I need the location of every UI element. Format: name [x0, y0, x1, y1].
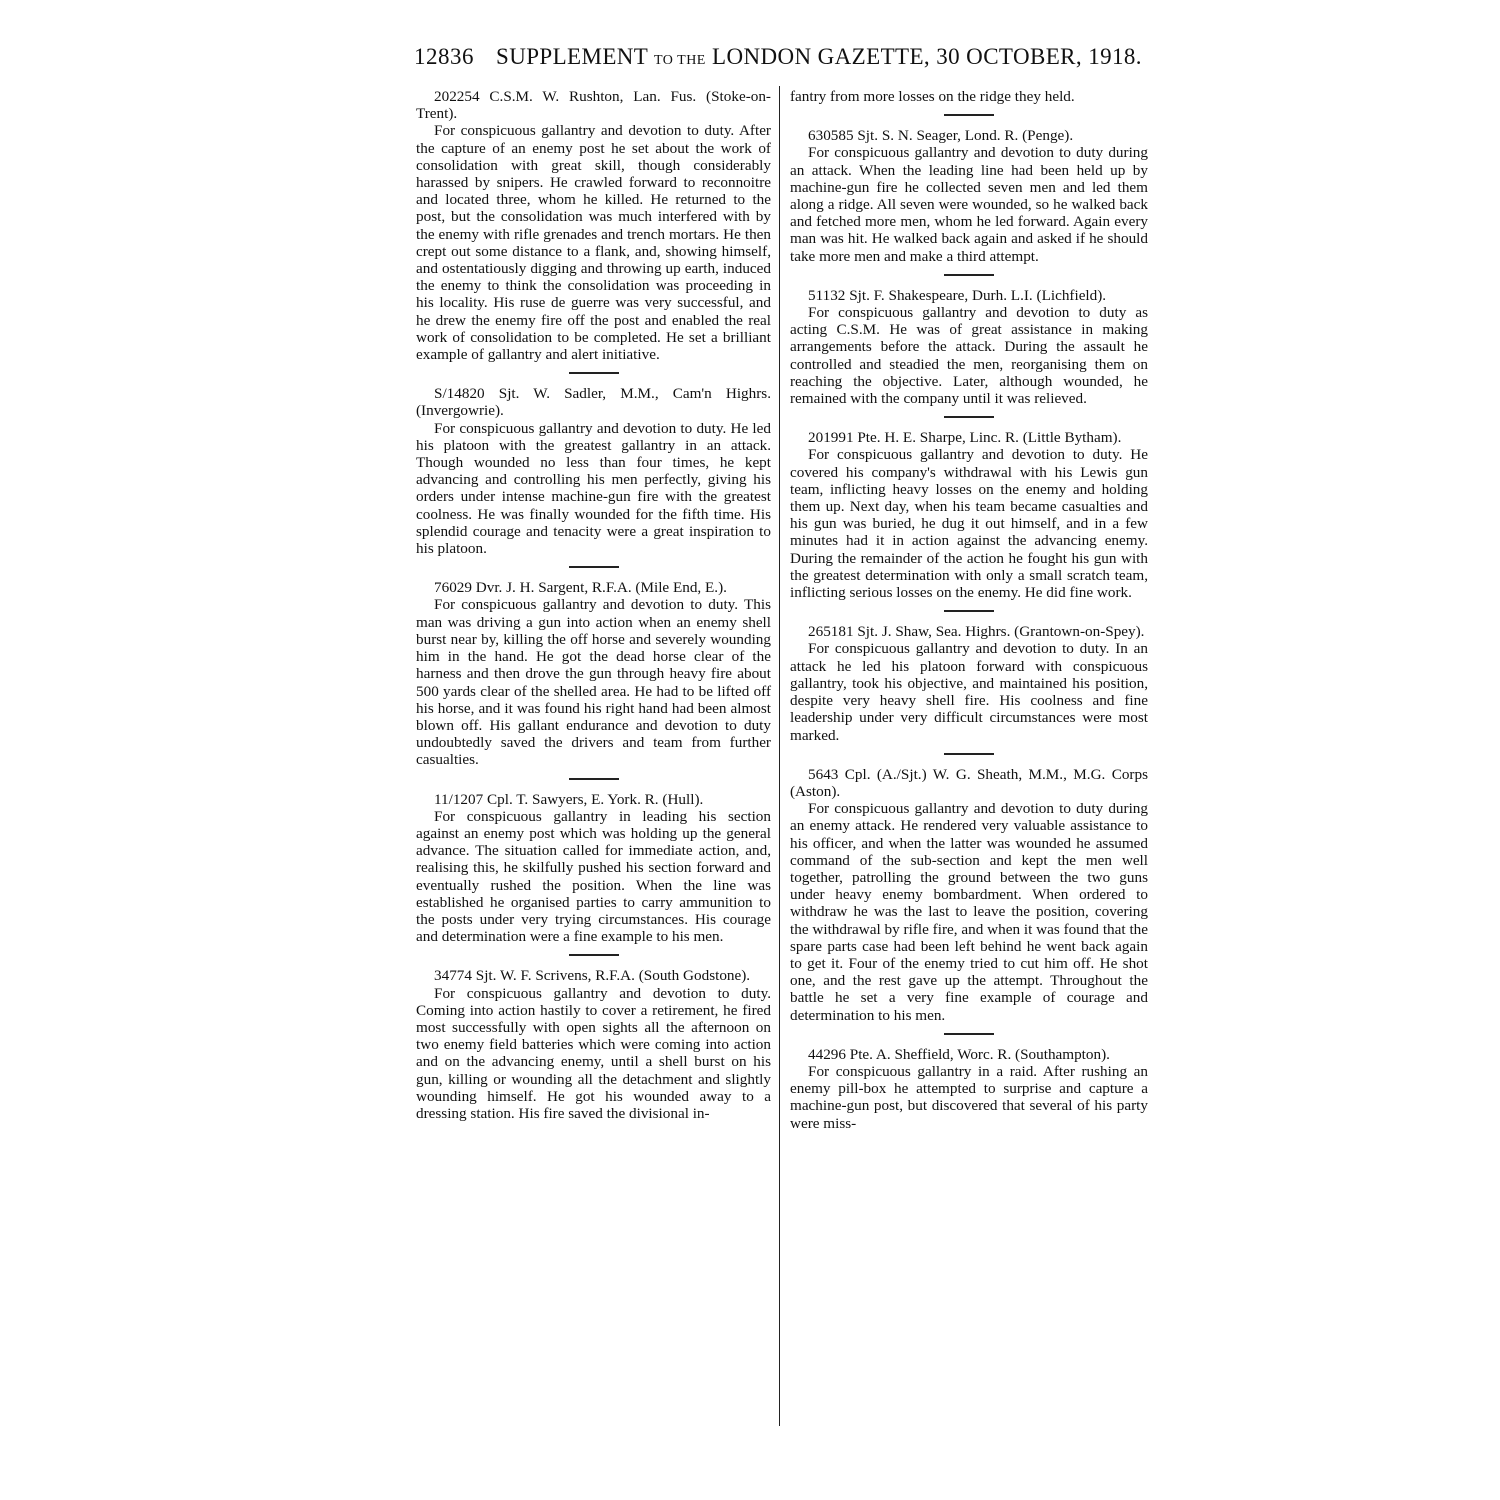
citation-body: For conspicuous gallantry and devotion to duty. After the capture of an enemy post he set about the work of consolidation with great skill, though considerably harassed by snipers. He crawled forward to reconnoitre and located three, whom he killed. He returned to the post, but the consolidation was much interfered with by the enemy with rifle grenades and trench mortars. He then crept out some distance to a flank, and, showing himself, and ostentatiously digging and throwing up earth, induced the enemy to think the consolidation was proceeding in his locality. His ruse de guerre was very successful, and he drew the enemy fire off the post and enabled the real work of consolidation to be completed. He set a brilliant example of gallantry and alert initiative.	[416, 122, 771, 364]
citation-heading: 202254 C.S.M. W. Rushton, Lan. Fus. (Stoke-on-Trent).	[416, 88, 771, 123]
citation-body: For conspicuous gallantry and devotion to duty. He covered his company's withdrawal with his Lewis gun team, inflicting heavy losses on the enemy and holding them up. Next day, when his team became casualties and his gun was buried, he dug it out himself, and in a few minutes had it in action against the advancing enemy. During the remainder of the action he fought his gun with the greatest determination with only a small scratch team, inflicting serious losses on the enemy. He did fine work.	[790, 446, 1148, 602]
title-gazette-date: LONDON GAZETTE, 30 OCTOBER, 1918.	[712, 44, 1142, 69]
citation-body: For conspicuous gallantry and devotion to duty. He led his platoon with the greatest gallantry in an attack. Though wounded no less than four times, he kept advancing and controlling his men perfectly, giving his orders under intense machine-gun fire with the greatest coolness. He was finally wounded for the fifth time. His splendid courage and tenacity were a great inspiration to his platoon.	[416, 419, 771, 558]
title-supplement: SUPPLEMENT	[496, 44, 648, 69]
citation-body: For conspicuous gallantry and devotion to duty during an enemy attack. He rendered very valuable assistance to his officer, and when the latter was wounded he assumed command of the sub-section and kept the men well together, patrolling the ground between the two guns under heavy enemy bombardment. When ordered to withdraw he was the last to leave the position, covering the withdrawal by rifle fire, and when it was found that the spare parts case had been left behind he went back again to get it. Four of the enemy tried to cut him off. He shot one, and the rest gave up the attempt. Throughout the battle he set a very fine example of courage and determination to his men.	[790, 800, 1148, 1024]
entry-separator	[569, 954, 619, 956]
citation-continuation	[790, 88, 1148, 105]
citation-entry	[416, 967, 771, 1122]
citation-body: For conspicuous gallantry and devotion to duty as acting C.S.M. He was of great assistance in making arrangements before the attack. During the assault he controlled and steadied the men, reorganising them on reaching the objective. Later, although wounded, he remained with the company until it was relieved.	[790, 304, 1148, 408]
citation-heading: 34774 Sjt. W. F. Scrivens, R.F.A. (South Godstone).	[434, 967, 751, 985]
citation-heading: S/14820 Sjt. W. Sadler, M.M., Cam'n Highrs. (Invergowrie).	[416, 385, 771, 420]
citation-body: For conspicuous gallantry and devotion to duty. This man was driving a gun into action when an enemy shell burst near by, killing the off horse and severely wounding him in the hand. He got the dead horse clear of the harness and then drove the gun through heavy fire about 500 yards clear of the shelled area. He had to be lifted off his horse, and it was found his right hand had been almost blown off. His gallant endurance and devotion to duty undoubtedly saved the drivers and team from further casualties.	[416, 596, 771, 769]
citation-heading: 44296 Pte. A. Sheffield, Worc. R. (Southampton).	[808, 1045, 1110, 1063]
entry-separator	[944, 1033, 994, 1035]
entry-separator	[569, 372, 619, 374]
right-column	[790, 88, 1148, 1132]
citation-entry	[790, 623, 1148, 743]
citation-entry	[416, 88, 771, 363]
entry-separator	[569, 566, 619, 568]
running-title	[496, 44, 1142, 70]
citation-entry	[790, 127, 1148, 265]
citation-body: For conspicuous gallantry and devotion to duty. Coming into action hastily to cover a retirement, he fired most successfully with open sights all the afternoon on two enemy field batteries which were coming into action and on the advancing enemy, until a shell burst on his gun, killing or wounding all the detachment and slightly wounding himself. He got his wounded away to a dressing station. His fire saved the divisional in-	[416, 984, 771, 1122]
citation-entry	[790, 766, 1148, 1024]
citation-body: fantry from more losses on the ridge they held.	[790, 88, 1075, 105]
page-header	[414, 44, 1144, 80]
page-number: 12836	[414, 44, 474, 69]
citation-body: For conspicuous gallantry and devotion to duty during an attack. When the leading line had been held up by machine-gun fire he collected seven men and led them along a ridge. All seven were wounded, so he walked back and fetched more men, whom he led forward. Again every man was hit. He walked back again and asked if he should take more men and make a third attempt.	[790, 144, 1148, 265]
entry-separator	[944, 753, 994, 755]
citation-entry	[790, 1046, 1148, 1132]
citation-heading: 11/1207 Cpl. T. Sawyers, E. York. R. (Hull).	[434, 790, 704, 808]
citation-heading: 265181 Sjt. J. Shaw, Sea. Highrs. (Grantown-on-Spey).	[808, 623, 1145, 641]
citation-heading: 201991 Pte. H. E. Sharpe, Linc. R. (Little Bytham).	[808, 429, 1122, 447]
left-column	[416, 88, 771, 1122]
column-divider	[779, 86, 780, 1426]
entry-separator	[944, 416, 994, 418]
entry-separator	[569, 778, 619, 780]
citation-entry	[790, 429, 1148, 601]
citation-heading: 76029 Dvr. J. H. Sargent, R.F.A. (Mile End, E.).	[434, 579, 727, 597]
title-to-the: TO THE	[653, 53, 706, 68]
citation-heading: 630585 Sjt. S. N. Seager, Lond. R. (Penge).	[808, 127, 1074, 145]
citation-entry	[416, 385, 771, 557]
citation-entry	[790, 287, 1148, 407]
citation-body: For conspicuous gallantry in leading his section against an enemy post which was holding up the general advance. The situation called for immediate action, and, realising this, he skilfully pushed his section forward and eventually rushed the position. When the line was established he organised parties to carry ammunition to the posts under very trying circumstances. His courage and determination were a fine example to his men.	[416, 807, 771, 946]
entry-separator	[944, 274, 994, 276]
citation-body: For conspicuous gallantry in a raid. After rushing an enemy pill-box he attempted to surprise and capture a machine-gun post, but discovered that several of his party were miss-	[790, 1062, 1148, 1132]
citation-heading: 51132 Sjt. F. Shakespeare, Durh. L.I. (Lichfield).	[808, 286, 1107, 304]
entry-separator	[944, 114, 994, 116]
entry-separator	[944, 610, 994, 612]
citation-entry	[416, 579, 771, 768]
citation-entry	[416, 791, 771, 946]
citation-heading: 5643 Cpl. (A./Sjt.) W. G. Sheath, M.M., M.G. Corps (Aston).	[790, 765, 1148, 800]
citation-body: For conspicuous gallantry and devotion to duty. In an attack he led his platoon forward with conspicuous gallantry, took his objective, and maintained his position, despite very heavy shell fire. His coolness and fine leadership under very difficult circumstances were most marked.	[790, 640, 1148, 744]
